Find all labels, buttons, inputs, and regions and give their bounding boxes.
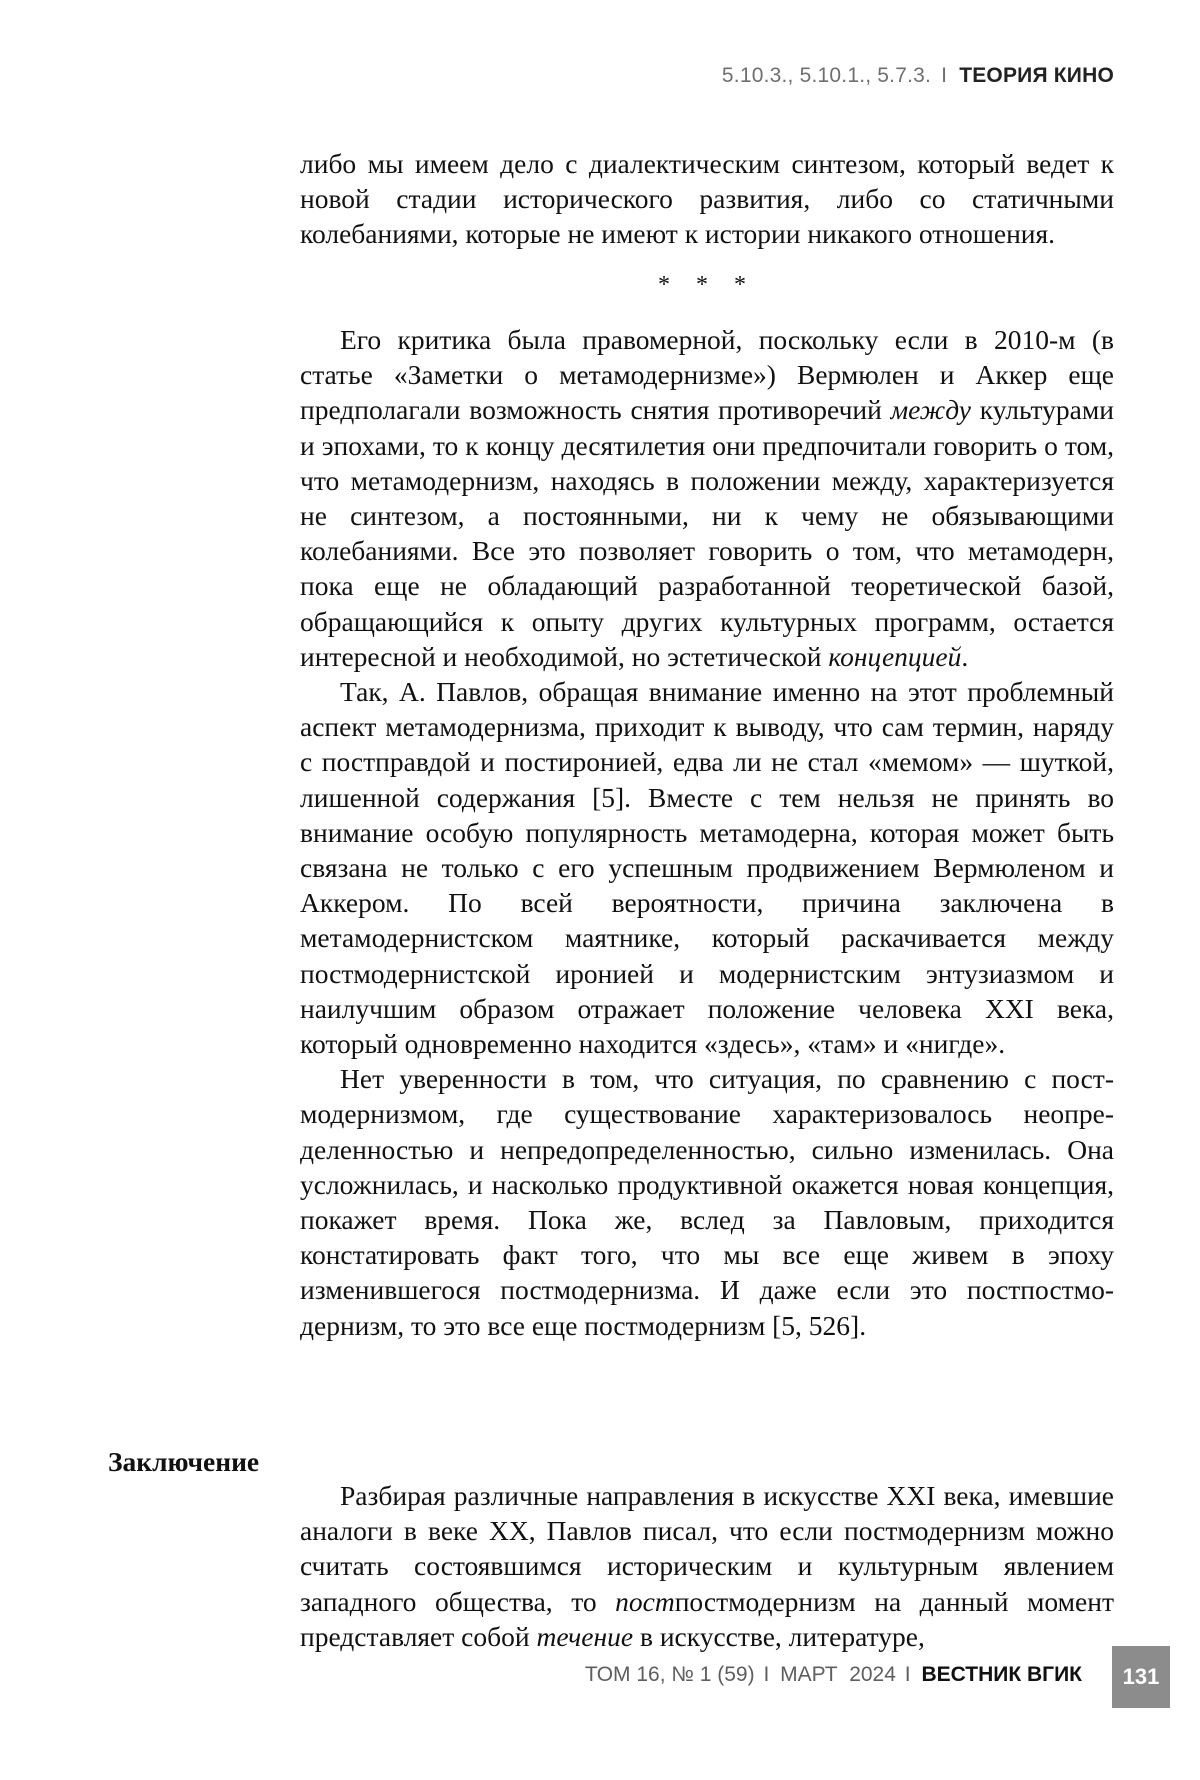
emphasis-techenie: течение	[536, 1621, 633, 1652]
footer-separator: I	[763, 1663, 769, 1686]
page-number: 131	[1112, 1646, 1170, 1708]
footer-date: МАРТ 2024	[780, 1663, 896, 1686]
running-head	[722, 64, 1114, 88]
paragraph-3: Нет уверенности в том, что ситуация, по сравнению с пост­модернизмом, где существование характеризовалось неопре­деленностью и непредопределенностью, сильно изменилась. Она усложнилась, и насколько продуктивной окажется новая концепция, покажет время. Пока же, вслед за Павловым, прихо­дится констатировать факт того, что мы все еще живем в эпоху изменившегося постмодернизма. И даже если это постпостмо­дернизм, то это все еще постмодернизм [5, 526].	[300, 1061, 1114, 1343]
conclusion-heading: Заключение	[108, 1446, 259, 1478]
header-codes: 5.10.3., 5.10.1., 5.7.3.	[722, 64, 931, 87]
conclusion-paragraph: Разбирая различные направления в искусстве XXI века, имев­шие аналоги в веке XX, Павлов писал, что если постмодернизм можно считать состоявшимся историческим и культурным яв­лением западного общества, то постпостмодернизм на данный момент представляет собой течение в искусстве, литературе,	[300, 1478, 1114, 1654]
footer-volume: ТОМ 16, № 1 (59)	[585, 1663, 755, 1686]
section-divider: * * *	[300, 272, 1114, 299]
footer-journal-title: ВЕСТНИК ВГИК	[921, 1663, 1082, 1686]
footer	[585, 1663, 1082, 1687]
header-separator: I	[941, 64, 947, 87]
footer-separator-2: I	[905, 1663, 911, 1686]
emphasis-kontseptsiey: концепцией	[828, 641, 961, 672]
paragraph-2: Так, А. Павлов, обращая внимание именно на этот проблем­ный аспект метамодернизма, приходит к выводу, что сам тер­мин, наряду с постправдой и постиронией, едва ли не стал «ме­мом» — шуткой, лишенной содержания [5]. Вместе с тем нельзя не принять во внимание особую популярность метамодерна, которая может быть связана не только с его успешным продви­жением Вермюленом и Аккером. По всей вероятности, причина заключена в метамодернистском маятнике, который раскачи­вается между постмодернистской иронией и модернистским энтузиазмом и наилучшим образом отражает положение чело­века XXI века, который одновременно находится «здесь», «там» и «нигде».	[300, 674, 1114, 1061]
header-section-title: ТЕОРИЯ КИНО	[959, 64, 1114, 87]
emphasis-post: пост	[615, 1586, 675, 1617]
emphasis-mezhdu: между	[891, 394, 971, 425]
continuation-paragraph: либо мы имеем дело с диалектическим синтезом, который ведет к новой стадии исторического развития, либо со статичными колебаниями, которые не имеют к истории никакого отношения.	[300, 146, 1114, 252]
continuation-text	[300, 146, 1114, 252]
conclusion-text	[300, 1478, 1114, 1654]
main-text	[300, 322, 1114, 1343]
paragraph-1: Его критика была правомерной, поскольку если в 2010-м (в статье «Заметки о метамодернизме») Вермюлен и Аккер еще предполагали возможность снятия противоречий между куль­турами и эпохами, то к концу десятилетия они предпочитали говорить о том, что метамодернизм, находясь в положении между, характеризуется не синтезом, а постоянными, ни к чему не обязывающими колебаниями. Все это позволяет говорить о том, что метамодерн, пока еще не обладающий разработанной теоретической базой, обращающийся к опыту других культур­ных программ, остается интересной и необходимой, но эстети­ческой концепцией.	[300, 322, 1114, 674]
